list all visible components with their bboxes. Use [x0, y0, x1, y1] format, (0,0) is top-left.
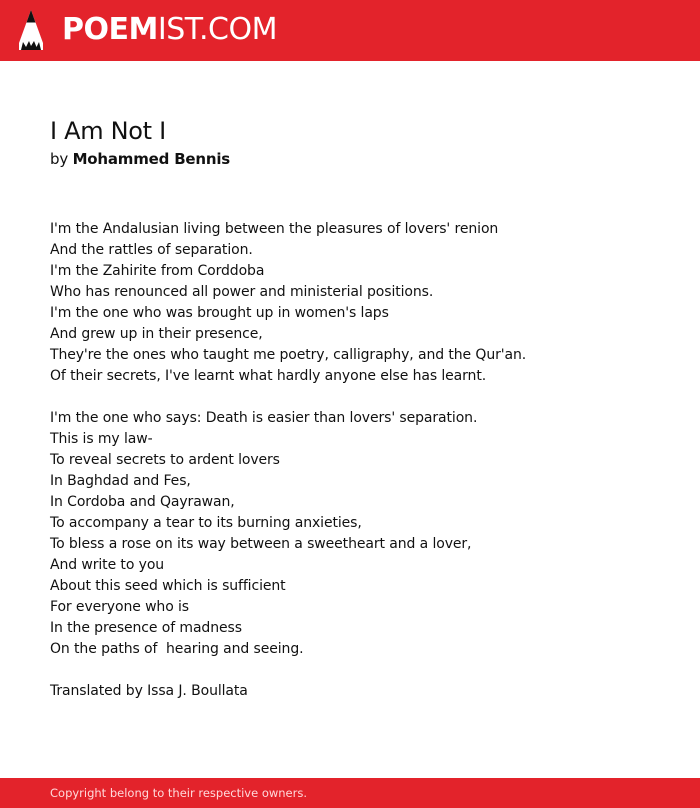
poem-title: I Am Not I — [50, 117, 166, 145]
poem-line: For everyone who is — [50, 599, 190, 615]
logo-brand-light: IST.COM — [157, 12, 277, 47]
site-header — [0, 0, 700, 61]
poem-line: To accompany a tear to its burning anxieties, — [50, 515, 362, 531]
poem-stanza-1 — [50, 219, 670, 387]
poem-line: On the paths of hearing and seeing. — [50, 641, 304, 657]
poem-byline — [50, 148, 230, 170]
poem-line: Who has renounced all power and ministerial positions. — [50, 284, 434, 300]
poem-line: I'm the Andalusian living between the pleasures of lovers' renion — [50, 221, 499, 237]
poem-line: And grew up in their presence, — [50, 326, 263, 342]
poem-line: This is my law- — [50, 431, 153, 447]
poem-stanza-2 — [50, 408, 670, 660]
poem-author: Mohammed Bennis — [72, 150, 231, 168]
poem-line: And the rattles of separation. — [50, 242, 253, 258]
translator-credit: Translated by Issa J. Boullata — [50, 683, 248, 699]
site-footer — [0, 778, 700, 808]
poem-line: To reveal secrets to ardent lovers — [50, 452, 280, 468]
copyright-notice: Copyright belong to their respective owners. — [50, 786, 308, 800]
poem-line: I'm the one who was brought up in women's laps — [50, 305, 389, 321]
site-logo[interactable] — [62, 12, 277, 48]
logo-brand-bold: POEM — [62, 12, 158, 47]
pencil-tip-icon[interactable] — [18, 9, 44, 51]
poem-line: In Cordoba and Qayrawan, — [50, 494, 235, 510]
poem-line: I'm the Zahirite from Corddoba — [50, 263, 265, 279]
poem-line: In Baghdad and Fes, — [50, 473, 191, 489]
poem-line: About this seed which is sufficient — [50, 578, 286, 594]
by-label: by — [50, 150, 68, 168]
poem-line: Of their secrets, I've learnt what hardly anyone else has learnt. — [50, 368, 487, 384]
poem-line: In the presence of madness — [50, 620, 242, 636]
poem-line: I'm the one who says: Death is easier than lovers' separation. — [50, 410, 478, 426]
poem-line: And write to you — [50, 557, 165, 573]
poem-body — [50, 219, 670, 702]
poem-line: To bless a rose on its way between a sweetheart and a lover, — [50, 536, 472, 552]
poem-line: They're the ones who taught me poetry, calligraphy, and the Qur'an. — [50, 347, 527, 363]
